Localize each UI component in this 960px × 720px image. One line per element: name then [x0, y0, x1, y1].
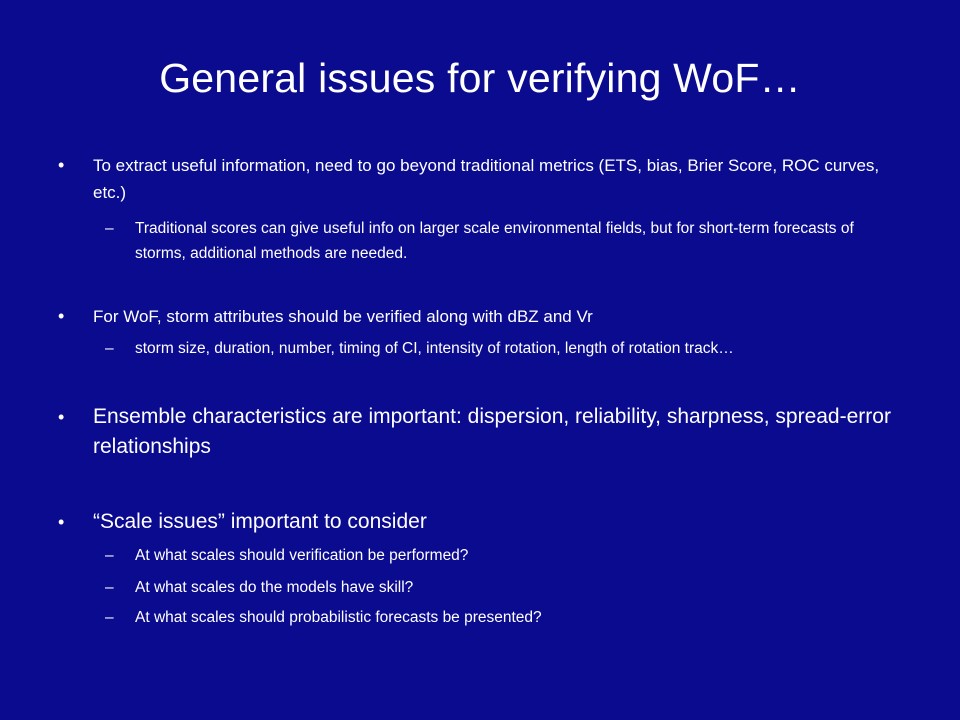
- sub-bullet-item: [105, 336, 875, 361]
- bullet-marker: •: [58, 155, 65, 175]
- sub-bullet-item: [105, 543, 875, 568]
- bullet-text: For WoF, storm attributes should be verified along with dBZ and Vr: [93, 307, 593, 326]
- sub-bullet-text: At what scales should verification be performed?: [135, 547, 469, 564]
- slide-title: General issues for verifying WoF…: [159, 55, 801, 101]
- sub-bullet-item: [105, 575, 875, 600]
- sub-bullet-marker: –: [105, 220, 114, 237]
- sub-bullet-item: [105, 216, 875, 266]
- bullet-text: “Scale issues” important to consider: [93, 510, 427, 533]
- bullet-marker: •: [58, 407, 65, 427]
- bullet-item: [58, 152, 908, 206]
- bullet-text: To extract useful information, need to go beyond traditional metrics (ETS, bias, Brier Score, ROC curves, etc.): [93, 156, 880, 202]
- bullet-item: [58, 402, 908, 462]
- bullet-item: [58, 507, 908, 537]
- bullet-marker: •: [58, 306, 65, 326]
- sub-bullet-marker: –: [105, 547, 114, 564]
- bullet-text: Ensemble characteristics are important: dispersion, reliability, sharpness, spread-error relationships: [93, 405, 891, 458]
- sub-bullet-text: At what scales do the models have skill?: [135, 579, 414, 596]
- sub-bullet-text: At what scales should probabilistic forecasts be presented?: [135, 609, 542, 626]
- sub-bullet-item: [105, 605, 875, 630]
- sub-bullet-marker: –: [105, 609, 114, 626]
- sub-bullet-marker: –: [105, 340, 114, 357]
- sub-bullet-marker: –: [105, 579, 114, 596]
- bullet-marker: •: [58, 512, 65, 532]
- sub-bullet-text: storm size, duration, number, timing of CI, intensity of rotation, length of rotation track…: [135, 340, 734, 357]
- bullet-item: [58, 303, 908, 330]
- sub-bullet-text: Traditional scores can give useful info on larger scale environmental fields, but for short-term forecasts of storms, additional methods are needed.: [135, 220, 854, 262]
